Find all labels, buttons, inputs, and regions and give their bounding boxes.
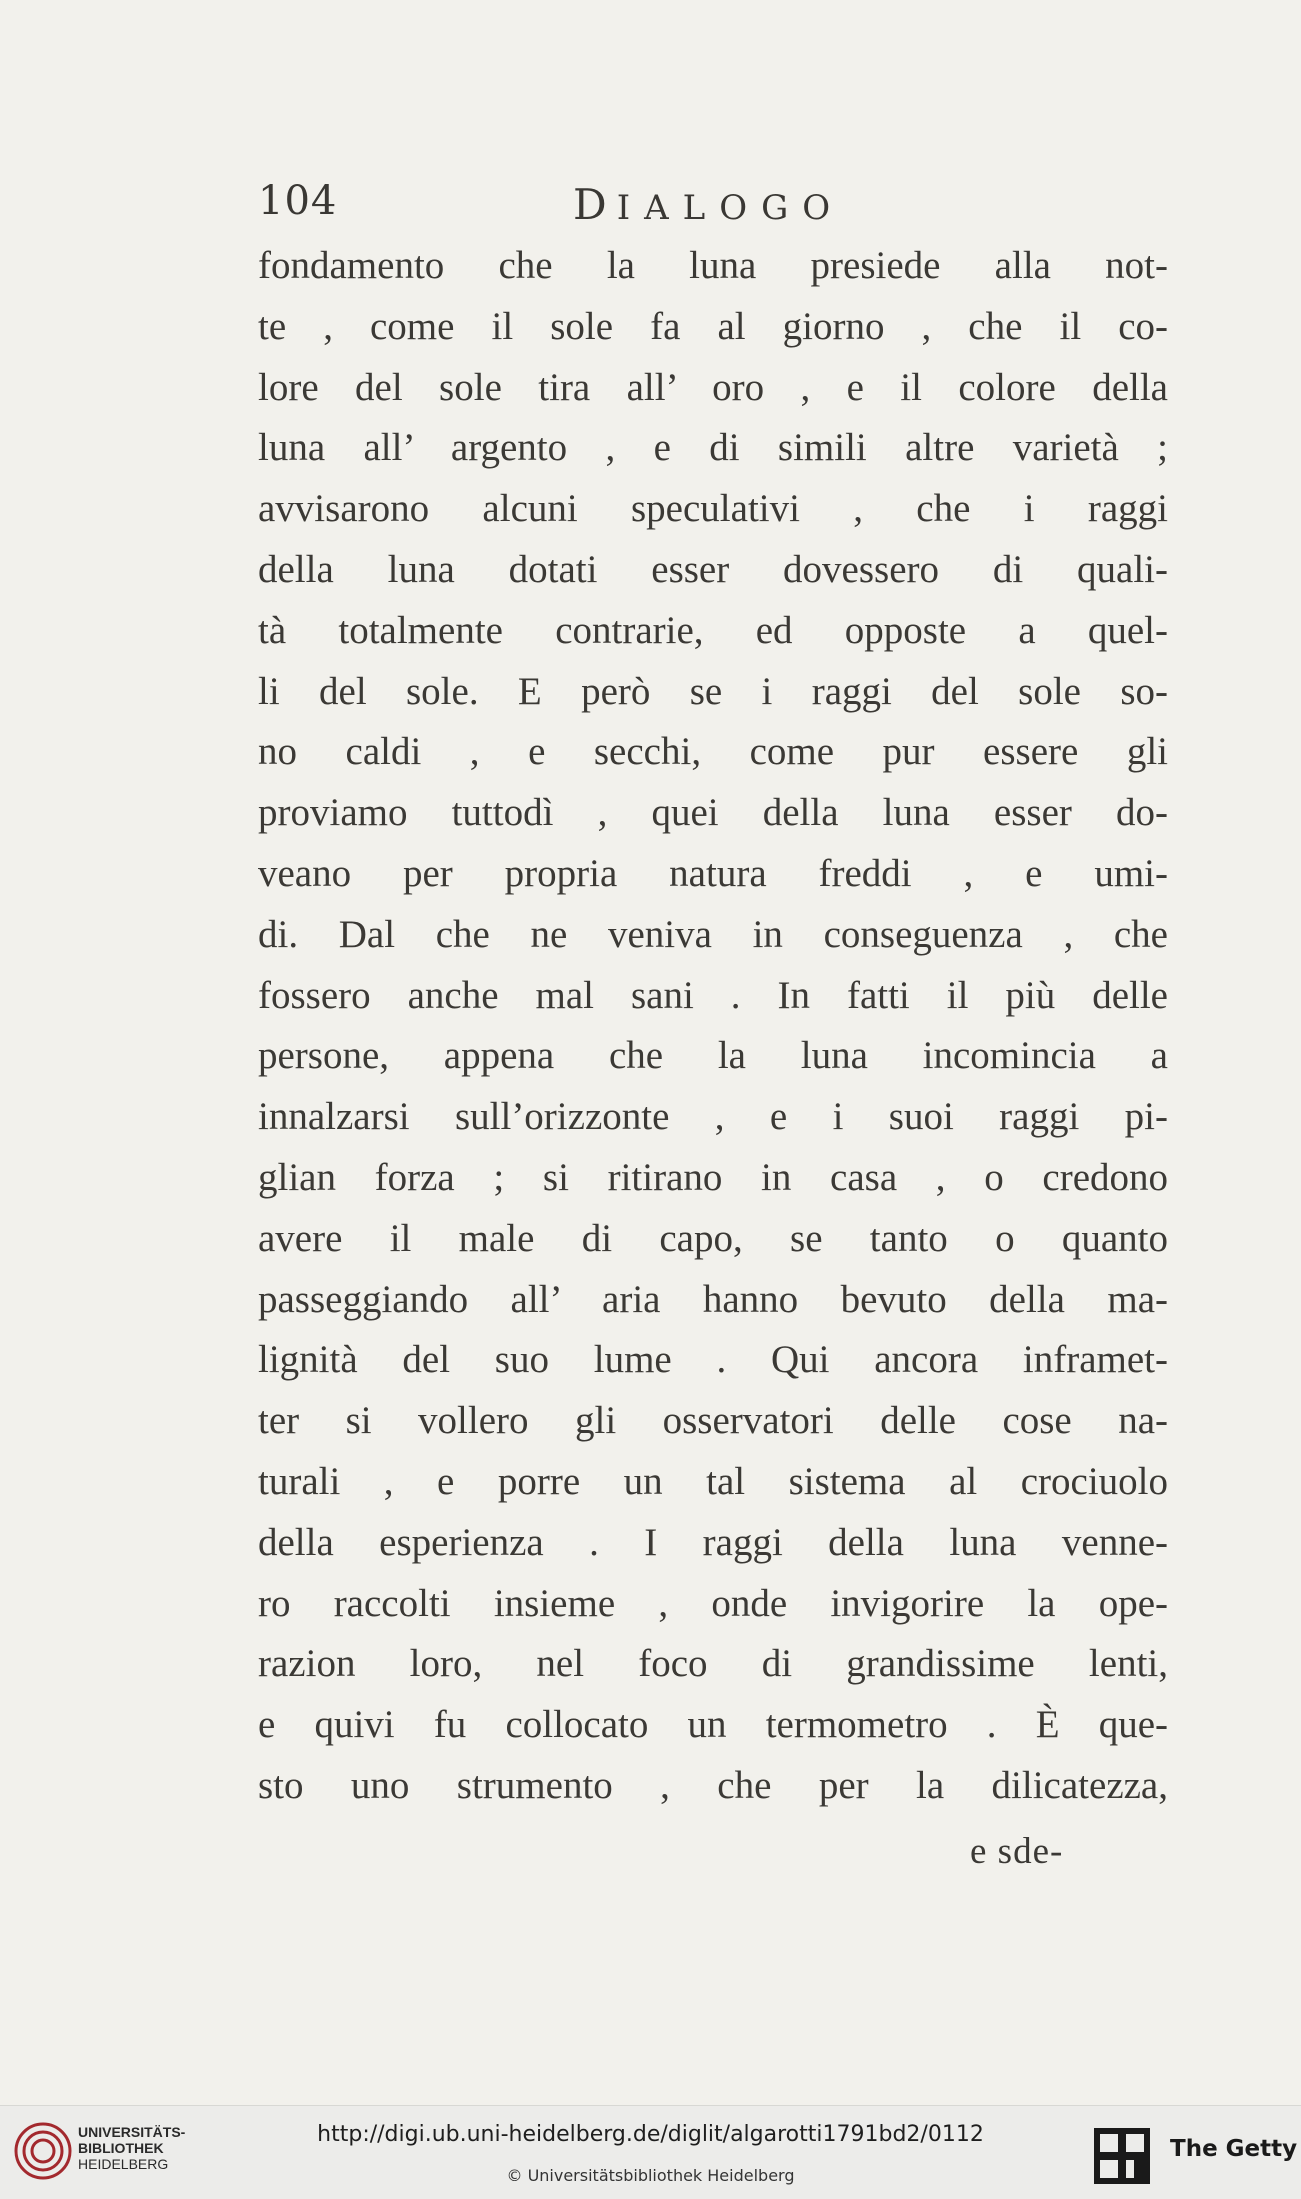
running-title: DIALOGO — [573, 180, 845, 229]
text-line: no caldi , e secchi, come pur essere gli — [258, 730, 1168, 774]
text-line: persone, appena che la luna incomincia a — [258, 1034, 1168, 1078]
getty-logo-icon — [1092, 2126, 1152, 2186]
library-name-line: UNIVERSITÄTS- — [78, 2124, 186, 2140]
text-line: tà totalmente contrarie, ed opposte a quel- — [258, 608, 1168, 652]
text-line: ro raccolti insieme , onde invigorire la ope- — [258, 1581, 1168, 1625]
catchword: e sde- — [970, 1831, 1064, 1872]
page-header — [258, 178, 898, 238]
copyright-notice: © Universitätsbibliothek Heidelberg — [506, 2166, 795, 2185]
library-name-line: HEIDELBERG — [78, 2156, 169, 2172]
footer-bar — [0, 2105, 1301, 2199]
text-line: avvisarono alcuni speculativi , che i raggi — [258, 487, 1168, 531]
text-line: di. Dal che ne veniva in conseguenza , che — [258, 912, 1168, 956]
text-line: luna all’ argento , e di simili altre varietà ; — [258, 426, 1168, 470]
text-line: della luna dotati esser dovessero di quali- — [258, 547, 1168, 591]
text-line: razion loro, nel foco di grandissime lenti, — [258, 1642, 1168, 1686]
text-line: veano per propria natura freddi , e umi- — [258, 851, 1168, 895]
text-line: proviamo tuttodì , quei della luna esser do- — [258, 791, 1168, 835]
text-line: te , come il sole fa al giorno , che il co- — [258, 304, 1168, 348]
getty-name: The Getty — [1170, 2136, 1298, 2162]
text-line: li del sole. E però se i raggi del sole so- — [258, 669, 1168, 713]
text-line: passeggiando all’ aria hanno bevuto della ma- — [258, 1277, 1168, 1321]
text-line: lignità del suo lume . Qui ancora inframet- — [258, 1338, 1168, 1382]
text-line: lore del sole tira all’ oro , e il colore della — [258, 365, 1168, 409]
text-line: glian forza ; si ritirano in casa , o credono — [258, 1155, 1168, 1199]
text-line: fossero anche mal sani . In fatti il più delle — [258, 973, 1168, 1017]
text-line: innalzarsi sull’orizzonte , e i suoi raggi pi- — [258, 1095, 1168, 1139]
permalink-url[interactable]: http://digi.ub.uni-heidelberg.de/diglit/algarotti1791bd2/0112 — [317, 2122, 984, 2147]
text-line: della esperienza . I raggi della luna venne- — [258, 1520, 1168, 1564]
text-line: e quivi fu collocato un termometro . È que- — [258, 1703, 1168, 1747]
text-line: turali , e porre un tal sistema al crociuolo — [258, 1459, 1168, 1503]
text-line: sto uno strumento , che per la dilicatezza, — [258, 1763, 1168, 1807]
body-text — [258, 236, 1168, 1817]
library-name-line: BIBLIOTHEK — [78, 2140, 164, 2156]
text-line: ter si vollero gli osservatori delle cose na- — [258, 1399, 1168, 1443]
page-number: 104 — [258, 178, 338, 224]
text-line: fondamento che la luna presiede alla not- — [258, 244, 1168, 287]
text-line: avere il male di capo, se tanto o quanto — [258, 1216, 1168, 1260]
